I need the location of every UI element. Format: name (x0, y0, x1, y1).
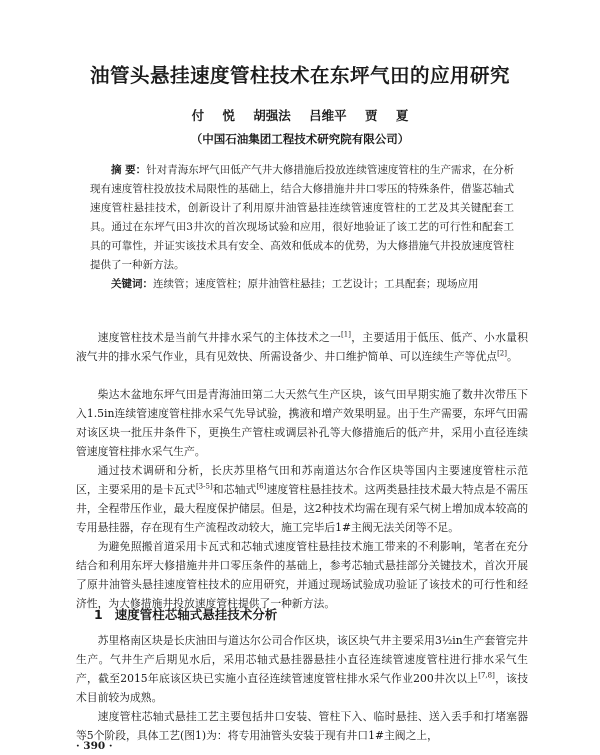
body-paragraph-6: 速度管柱芯轴式悬挂工艺主要包括井口安装、管柱下入、临时悬挂、送入丢手和打堵塞器等5个阶段，具体工艺(图1)为：将专用油管头安装于现有井口1#主阀之上， (76, 710, 528, 742)
citation: [3-5] (195, 482, 213, 491)
section-number: 1 (94, 607, 103, 622)
body-paragraph-1 (76, 328, 528, 366)
abstract (90, 161, 514, 275)
author-name: 付 悦 (191, 108, 235, 123)
keywords-text: 连续管；速度管柱；原井油管柱悬挂；工艺设计；工具配套；现场应用 (153, 278, 479, 290)
citation: [1] (341, 330, 351, 339)
abstract-text: 针对青海东坪气田低产气井大修措施后投放连续管速度管柱的生产需求，在分析现有速度管柱投放技术局限性的基础上，结合大修措施井井口零压的特殊条件，借鉴芯轴式速度管柱悬挂技术，创新设计了利用原井油管悬挂连续管速度管柱的工艺及其关键配套工具。通过在东坪气田3井次的首次现场试验和应用，很好地验证了该工艺的可行性和配套工具的可靠性，并证实该技术具有安全、高效和低成本的优势，为大修措施气井投放速度管柱提供了一种新方法。 (90, 164, 515, 271)
citation: [6] (256, 482, 267, 491)
section-heading (94, 605, 277, 623)
text-run: 和芯轴式 (212, 483, 257, 496)
author-name: 胡强法 (253, 108, 291, 123)
paper-title: 油管头悬挂速度管柱技术在东坪气田的应用研究 (89, 64, 510, 87)
affiliation: （中国石油集团工程技术研究院有限公司） (190, 132, 410, 146)
text-run: 速度管柱技术是当前气井排水采气的主体技术之一 (97, 331, 342, 344)
author-list (0, 106, 600, 124)
body-paragraph-4: 为避免照搬首道采用卡瓦式和芯轴式速度管柱悬挂技术施工带来的不利影响，笔者在充分结合和利用东坪大修措施井井口零压条件的基础上，参考芯轴式悬挂部分关键技术，首次开展了原井油管头悬挂速度管柱技术的应用研究，并通过现场试验成功验证了该技术的可行性和经济性，为大修措施井投放速度管柱提供了一种新方法。 (76, 540, 528, 610)
text-run: ，该技术目前较为成熟。 (76, 672, 528, 704)
author-name: 吕维平 (309, 108, 347, 123)
body-paragraph-5 (76, 631, 528, 707)
body-paragraph-3 (76, 461, 528, 537)
section-title: 速度管柱芯轴式悬挂技术分析 (114, 607, 278, 622)
abstract-label: 摘 要： (111, 164, 147, 176)
author-name: 贾 夏 (365, 108, 409, 123)
page-number: · 390 · (76, 740, 113, 752)
text-run: 速度管柱悬挂技术。这两类悬挂技术最大特点是不需压井，全程带压作业，最大程度保护储层。但是，这2种技术均需在现有采气树上增加成本较高的专用悬挂器，存在现有生产流程改动较大，施工完毕后1#主阀无法关闭等不足。 (76, 483, 529, 534)
citation: [2] (497, 349, 507, 358)
text-run: ，主要适用于低压、低产、小水量积液气井的排水采气作业，具有见效快、所需设备少、井口维护简单、可以连续生产等优点 (76, 331, 528, 363)
keywords-label: 关键词： (111, 278, 153, 290)
text-run: 通过技术调研和分析，长庆苏里格气田和苏南道达尔合作区块等国内主要速度管柱示范区，主要采用的是卡瓦式 (76, 464, 528, 496)
text-run: 苏里格南区块是长庆油田与道达尔公司合作区块，该区块气井主要采用3½in生产套管完井生产。气井生产后期见水后，采用芯轴式悬挂器悬挂小直径连续管速度管柱进行排水采气生产，截至2015年底该区块已实施小直径连续管速度管柱排水采气作业200井次以上 (76, 634, 528, 685)
citation: [7,8] (478, 671, 495, 680)
keywords (90, 275, 514, 294)
body-paragraph-2: 柴达木盆地东坪气田是青海油田第二大天然气生产区块，该气田早期实施了数井次带压下入1.5in连续管速度管柱排水采气先导试验，携液和增产效果明显。出于生产需要，东坪气田需对该区块一批压井条件下，更换生产管柱或调层补孔等大修措施后的低产井，采用小直径连续管速度管柱排水采气生产。 (76, 388, 528, 458)
text-run: 。 (507, 350, 518, 363)
